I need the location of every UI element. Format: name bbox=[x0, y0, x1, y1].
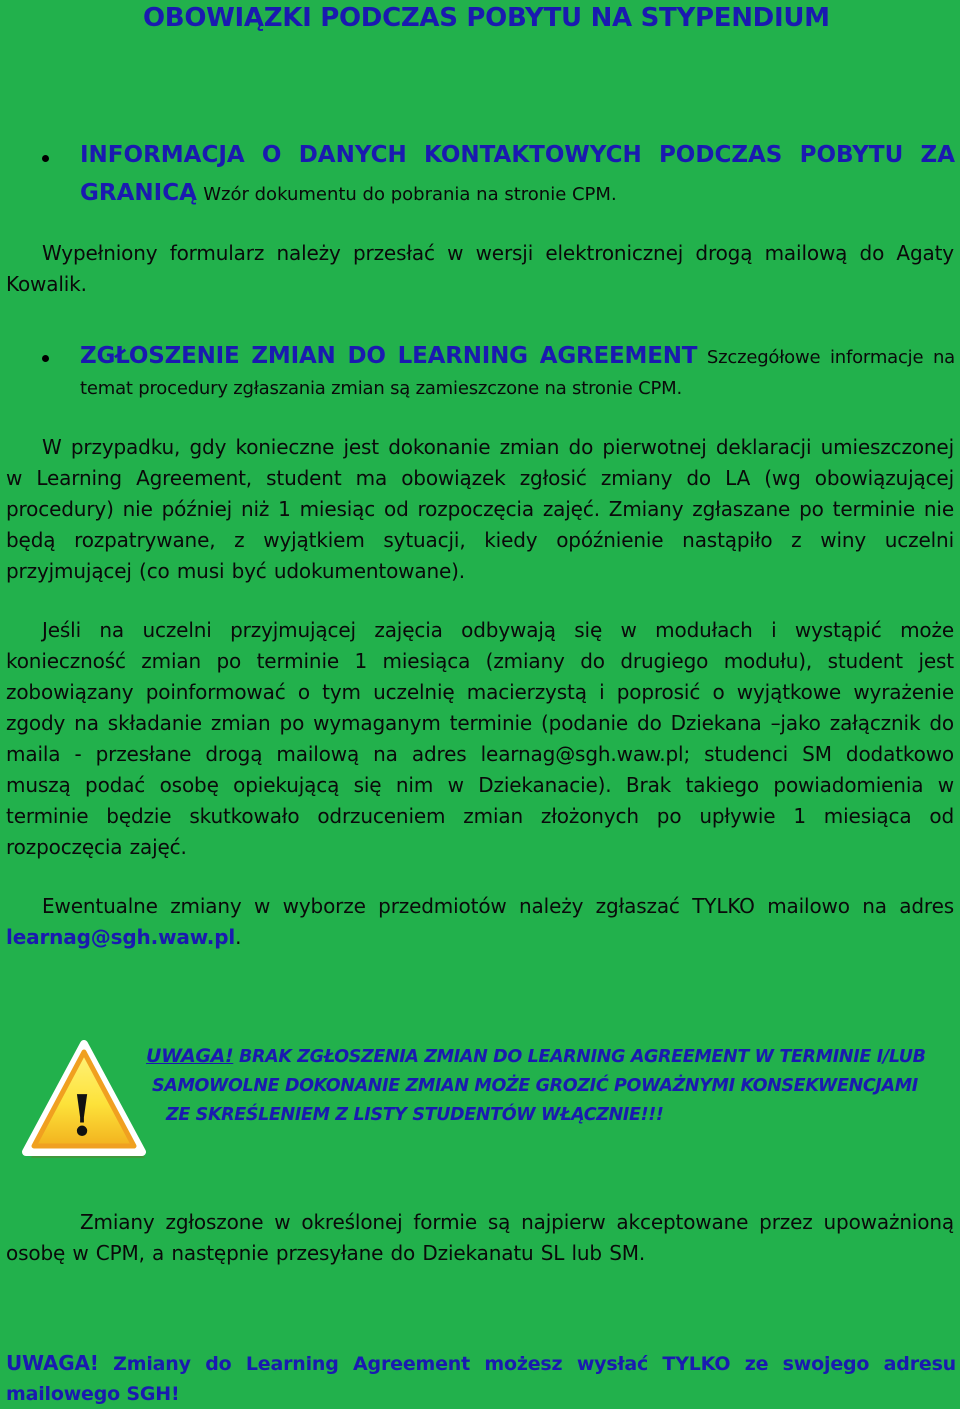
bullet-description: Wzór dokumentu do pobrania na stronie CPM. bbox=[203, 184, 617, 205]
paragraph-acceptance: Zmiany zgłoszone w określonej formie są najpierw akceptowane przez upoważnioną osobę w CPM, a następnie przesyłane do Dziekanatu SL lub SM. bbox=[6, 1210, 954, 1265]
bullet-dot-icon bbox=[42, 155, 49, 162]
bullet-description: Szczegółowe informacje na temat procedury zgłaszania zmian są zamieszczone na stronie CPM. bbox=[80, 347, 955, 399]
final-notice: UWAGA! Zmiany do Learning Agreement możesz wysłać TYLKO ze swojego adresu mailowego SGH! bbox=[6, 1351, 956, 1405]
email-link[interactable]: learnag@sgh.waw.pl bbox=[6, 925, 236, 949]
final-label: UWAGA! bbox=[6, 1351, 99, 1375]
paragraph-la-deadline: W przypadku, gdy konieczne jest dokonanie zmian do pierwotnej deklaracji umieszczonej w Learning Agreement, student ma obowiązek zgłosić zmiany do LA (wg obowiązującej procedury) nie później niż 1 miesiąc od rozpoczęcia zajęć. Zmiany zgłaszane po terminie nie będą rozpatrywane, z wyjątkiem sytuacji, kiedy opóźnienie nastąpiło z winy uczelni przyjmującej (co musi być udokumentowane). bbox=[6, 435, 954, 583]
bullet-heading: ZGŁOSZENIE ZMIAN DO LEARNING AGREEMENT bbox=[80, 343, 698, 369]
warning-notice: UWAGA! BRAK ZGŁOSZENIA ZMIAN DO LEARNING AGREEMENT W TERMINIE I/LUB SAMOWOLNE DOKONANIE ZMIAN MOŻE GROZIĆ POWAŻNYMI KONSEKWENCJAMI ZE SKREŚLENIEM Z LISTY STUDENTÓW WŁĄCZNIE!!! bbox=[146, 1045, 926, 1125]
warning-triangle-icon bbox=[20, 1038, 148, 1164]
page-title: OBOWIĄZKI PODCZAS POBYTU NA STYPENDIUM bbox=[143, 3, 830, 33]
warning-label: UWAGA! bbox=[146, 1045, 234, 1067]
paragraph-form-instructions: Wypełniony formularz należy przesłać w wersji elektronicznej drogą mailową do Agaty Kowalik. bbox=[6, 241, 954, 296]
paragraph-email-only: Ewentualne zmiany w wyborze przedmiotów należy zgłaszać TYLKO mailowo na adres learnag@sgh.waw.pl. bbox=[6, 894, 954, 949]
bullet-heading: INFORMACJA O DANYCH KONTAKTOWYCH PODCZAS POBYTU ZA GRANICĄ bbox=[80, 142, 955, 206]
paragraph-module-changes: Jeśli na uczelni przyjmującej zajęcia odbywają się w modułach i wystąpić może konieczność zmian po terminie 1 miesiąca (zmiany do drugiego modułu), student jest zobowiązany poinformować o tym uczelnię macierzystą i poprosić o wyjątkowe wyrażenie zgody na składanie zmian po wymaganym terminie (podanie do Dziekana –jako załącznik do maila - przesłane drogą mailową na adres learnag@sgh.waw.pl; studenci SM dodatkowo muszą podać osobę opiekującą się nim w Dziekanacie). Brak takiego powiadomienia w terminie będzie skutkowało odrzuceniem zmian złożonych po upływie 1 miesiąca od rozpoczęcia zajęć. bbox=[6, 618, 954, 859]
bullet-dot-icon bbox=[42, 355, 49, 362]
warning-exclamation: ! bbox=[69, 1083, 95, 1149]
